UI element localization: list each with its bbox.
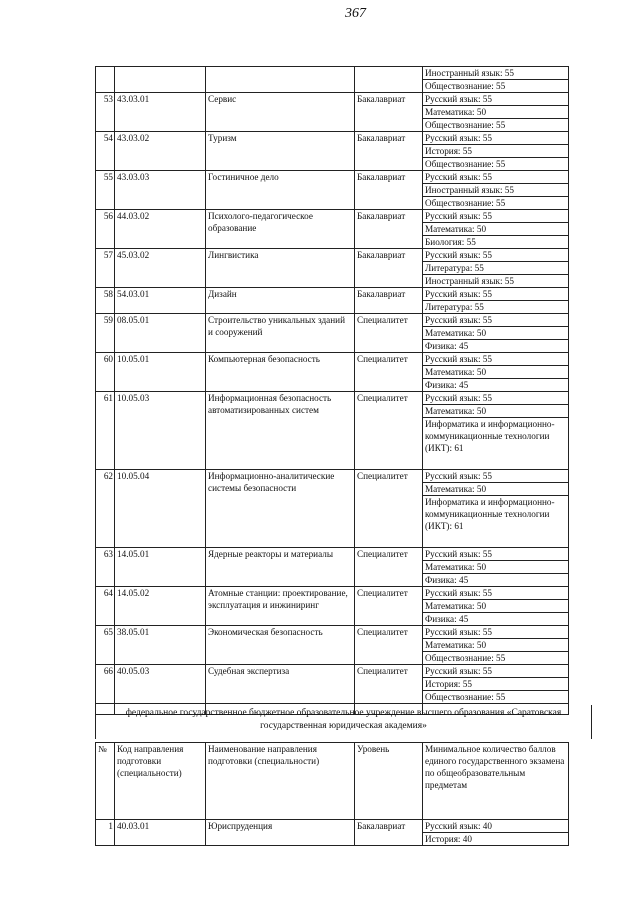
subject-min-score: Иностранный язык: 55 [423, 184, 569, 197]
row-number: 57 [96, 249, 115, 288]
table-row [96, 353, 569, 366]
subject-min-score: Русский язык: 55 [423, 587, 569, 600]
subject-min-score: Русский язык: 55 [423, 626, 569, 639]
subject-min-score: История: 40 [423, 833, 569, 846]
row-number: 61 [96, 392, 115, 470]
organization-admission-table [95, 742, 569, 846]
education-level: Специалитет [355, 587, 423, 626]
header-name: Наименование направления подготовки (специальности) [206, 743, 355, 820]
subject-min-score: Обществознание: 55 [423, 80, 569, 93]
subject-min-score: Математика: 50 [423, 483, 569, 496]
row-number: 66 [96, 665, 115, 704]
subject-min-score: Иностранный язык: 55 [423, 67, 569, 80]
education-level: Специалитет [355, 392, 423, 470]
education-level: Бакалавриат [355, 171, 423, 210]
row-number: 58 [96, 288, 115, 314]
row-number [96, 67, 115, 93]
education-level: Бакалавриат [355, 288, 423, 314]
subject-min-score: Обществознание: 55 [423, 119, 569, 132]
table-row [96, 67, 569, 80]
table-row [96, 820, 569, 833]
education-level: Специалитет [355, 353, 423, 392]
direction-code: 10.05.04 [115, 470, 206, 548]
subject-min-score: Математика: 50 [423, 600, 569, 613]
direction-name: Лингвистика [206, 249, 355, 288]
row-number: 55 [96, 171, 115, 210]
subject-min-score: Русский язык: 55 [423, 665, 569, 678]
header-code: Код направления подготовки (специальности) [115, 743, 206, 820]
row-number: 53 [96, 93, 115, 132]
direction-code: 44.03.02 [115, 210, 206, 249]
subject-min-score: Иностранный язык: 55 [423, 275, 569, 288]
subject-min-score: Русский язык: 55 [423, 93, 569, 106]
subject-min-score: Литература: 55 [423, 301, 569, 314]
subject-min-score: Русский язык: 55 [423, 210, 569, 223]
direction-code: 14.05.02 [115, 587, 206, 626]
direction-name: Экономическая безопасность [206, 626, 355, 665]
direction-code [115, 67, 206, 93]
subject-min-score: Русский язык: 55 [423, 249, 569, 262]
education-level: Специалитет [355, 548, 423, 587]
subject-min-score: История: 55 [423, 145, 569, 158]
table-row [96, 548, 569, 561]
table-row [96, 665, 569, 678]
subject-min-score: Математика: 50 [423, 405, 569, 418]
page-number: 367 [345, 6, 366, 21]
education-level: Бакалавриат [355, 820, 423, 846]
row-number: 54 [96, 132, 115, 171]
direction-code: 43.03.02 [115, 132, 206, 171]
direction-code: 38.05.01 [115, 626, 206, 665]
subject-min-score: Русский язык: 55 [423, 353, 569, 366]
direction-name: Компьютерная безопасность [206, 353, 355, 392]
subject-min-score: Русский язык: 40 [423, 820, 569, 833]
header-min-score: Минимальное количество баллов единого государственного экзамена по общеобразовательным предметам [423, 743, 569, 820]
table-row [96, 93, 569, 106]
direction-code: 54.03.01 [115, 288, 206, 314]
row-number: 59 [96, 314, 115, 353]
subject-min-score: Математика: 50 [423, 223, 569, 236]
organization-header: федеральное государственное бюджетное образовательное учреждение высшего образования «Саратовская государственная юридическая академия» [95, 705, 592, 739]
table-row [96, 587, 569, 600]
education-level: Специалитет [355, 626, 423, 665]
row-number: 62 [96, 470, 115, 548]
direction-code: 14.05.01 [115, 548, 206, 587]
direction-code: 45.03.02 [115, 249, 206, 288]
direction-name [206, 67, 355, 93]
admission-table [95, 66, 569, 715]
subject-min-score: Физика: 45 [423, 613, 569, 626]
subject-min-score: Математика: 50 [423, 561, 569, 574]
subject-min-score: Русский язык: 55 [423, 314, 569, 327]
subject-min-score: Математика: 50 [423, 106, 569, 119]
subject-min-score: Литература: 55 [423, 262, 569, 275]
subject-min-score: Информатика и информационно-коммуникационные технологии (ИКТ): 61 [423, 496, 569, 548]
row-number: 63 [96, 548, 115, 587]
subject-min-score: Физика: 45 [423, 379, 569, 392]
subject-min-score: Обществознание: 55 [423, 652, 569, 665]
subject-min-score: Обществознание: 55 [423, 158, 569, 171]
education-level: Бакалавриат [355, 249, 423, 288]
direction-name: Юриспруденция [206, 820, 355, 846]
direction-name: Атомные станции: проектирование, эксплуатация и инжиниринг [206, 587, 355, 626]
subject-min-score: Русский язык: 55 [423, 171, 569, 184]
subject-min-score: История: 55 [423, 678, 569, 691]
direction-code: 10.05.03 [115, 392, 206, 470]
direction-code: 43.03.01 [115, 93, 206, 132]
education-level: Бакалавриат [355, 93, 423, 132]
subject-min-score: Физика: 45 [423, 574, 569, 587]
table-row [96, 288, 569, 301]
direction-name: Сервис [206, 93, 355, 132]
table-header-row [96, 743, 569, 820]
table-row [96, 314, 569, 327]
subject-min-score: Русский язык: 55 [423, 470, 569, 483]
table-row [96, 132, 569, 145]
subject-min-score: Русский язык: 55 [423, 392, 569, 405]
row-number: 65 [96, 626, 115, 665]
table-row [96, 392, 569, 405]
row-number: 56 [96, 210, 115, 249]
education-level: Специалитет [355, 665, 423, 704]
table-row [96, 249, 569, 262]
subject-min-score: Математика: 50 [423, 366, 569, 379]
direction-name: Судебная экспертиза [206, 665, 355, 704]
table-row [96, 626, 569, 639]
table-row [96, 171, 569, 184]
header-level: Уровень [355, 743, 423, 820]
direction-code: 08.05.01 [115, 314, 206, 353]
direction-name: Ядерные реакторы и материалы [206, 548, 355, 587]
subject-min-score: Обществознание: 55 [423, 691, 569, 704]
header-num: № [96, 743, 115, 820]
direction-name: Информационная безопасность автоматизированных систем [206, 392, 355, 470]
subject-min-score: Биология: 55 [423, 236, 569, 249]
subject-min-score: Математика: 50 [423, 327, 569, 340]
direction-name: Дизайн [206, 288, 355, 314]
row-number: 1 [96, 820, 115, 846]
subject-min-score: Русский язык: 55 [423, 288, 569, 301]
direction-code: 40.05.03 [115, 665, 206, 704]
row-number: 64 [96, 587, 115, 626]
table-row [96, 210, 569, 223]
education-level: Бакалавриат [355, 210, 423, 249]
direction-name: Психолого-педагогическое образование [206, 210, 355, 249]
direction-code: 40.03.01 [115, 820, 206, 846]
education-level: Специалитет [355, 470, 423, 548]
table-row [96, 470, 569, 483]
subject-min-score: Математика: 50 [423, 639, 569, 652]
education-level [355, 67, 423, 93]
subject-min-score: Русский язык: 55 [423, 548, 569, 561]
education-level: Бакалавриат [355, 132, 423, 171]
subject-min-score: Физика: 45 [423, 340, 569, 353]
row-number: 60 [96, 353, 115, 392]
direction-code: 10.05.01 [115, 353, 206, 392]
education-level: Специалитет [355, 314, 423, 353]
direction-code: 43.03.03 [115, 171, 206, 210]
direction-name: Информационно-аналитические системы безопасности [206, 470, 355, 548]
subject-min-score: Информатика и информационно-коммуникационные технологии (ИКТ): 61 [423, 418, 569, 470]
direction-name: Туризм [206, 132, 355, 171]
subject-min-score: Русский язык: 55 [423, 132, 569, 145]
direction-name: Строительство уникальных зданий и сооружений [206, 314, 355, 353]
subject-min-score: Обществознание: 55 [423, 197, 569, 210]
direction-name: Гостиничное дело [206, 171, 355, 210]
